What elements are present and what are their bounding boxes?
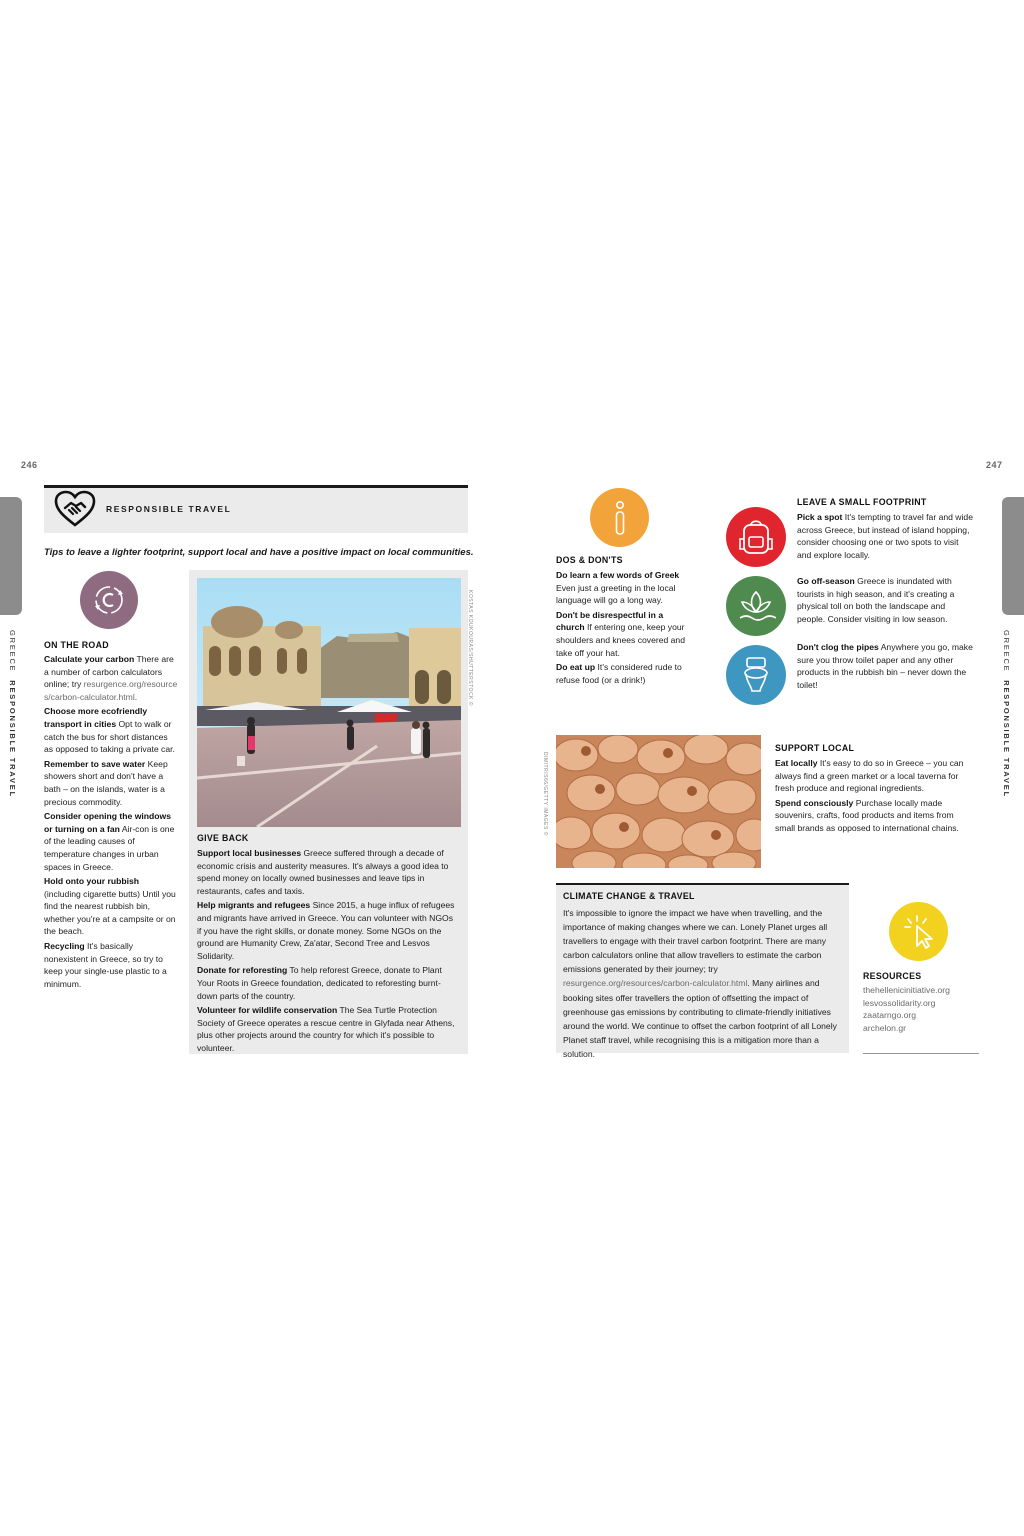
item-title: Donate for reforesting (197, 965, 288, 976)
item-title: Hold onto your rubbish (44, 876, 139, 887)
item-text: Keep showers short and don't have a bath – on the islands, water is a precious commodity. (44, 758, 168, 807)
item-title: Support local businesses (197, 848, 302, 858)
item-text: There are a number of carbon calculators online; try (44, 654, 174, 690)
item-title: Don't clog the pipes (797, 642, 879, 652)
item-text: Anywhere you go, make sure you throw toilet paper and any other products in the rubbish bin – never down the toilet! (797, 642, 973, 690)
climate-body: It's impossible to ignore the impact we have when travelling, and the importance of making changes where we can. Lonely Planet urges all travellers to engage with their travel carbon footprint. There are many carbon calculators online that allow travellers to estimate the carbon emissions generated by their journey; try (563, 908, 828, 975)
list-item (44, 875, 178, 938)
list-item (556, 569, 691, 607)
item-text: To help reforest Greece, donate to Plant Your Roots in Greece foundation, dedicated to reforesting burnt-down parts of the country. (197, 965, 442, 1001)
intro-text: Tips to leave a lighter footprint, support local and have a positive impact on local communities. (44, 547, 474, 558)
carbon-calculator-link[interactable]: resurgence.org/resources/carbon-calculator.html (563, 978, 748, 989)
carbon-calculator-link[interactable]: resurgence.org/resources/carbon-calculator.html (44, 679, 178, 702)
list-item (775, 757, 975, 795)
list-item (197, 964, 459, 1002)
item-title: Recycling (44, 941, 85, 952)
item-title: Spend consciously (775, 797, 854, 808)
item-text: It's tempting to travel far and wide across Greece, but instead of island hopping, consider choosing one or two spots to visit and explore locally. (797, 512, 973, 560)
item-text: Opt to walk or catch the bus for short distances as opposed to taking a private car. (44, 718, 175, 755)
item-text: Greece suffered through a decade of economic crisis and austerity measures. It's always a good idea to spend money on locally owned businesses and leave tips in restaurants, cafes and taxis. (197, 848, 449, 896)
footprint-item (797, 511, 975, 561)
item-title: Remember to save water (44, 758, 146, 769)
item-text: Purchase locally made souvenirs, crafts, food products and items from small brands as opposed to international chains. (775, 797, 959, 833)
list-item (197, 899, 459, 962)
item-text: Air-con is one of the leading causes of temperature changes in urban spaces in Greece. (44, 823, 175, 872)
footprint-item (797, 575, 975, 625)
side-tab-right (1002, 497, 1024, 615)
dos-donts-list (556, 569, 691, 688)
photo-credit: KOSTAS KOUKOURAS/SHUTTERSTOCK © (467, 590, 473, 706)
item-text: The Sea Turtle Protection Society of Greece operates a rescue centre in Glyfada near Athens, plus other projects around the country for which it's possible to volunteer. (197, 1005, 455, 1053)
item-text: Greece is inundated with tourists in high season, and it's creating a physical toll on both the landscape and people. Consider visiting in low season. (797, 576, 955, 624)
item-title: Calculate your carbon (44, 654, 135, 664)
side-country: GREECE (1002, 630, 1011, 673)
item-title: Pick a spot (797, 512, 843, 522)
item-text: It's considered rude to refuse food (or a drink!) (556, 662, 682, 685)
photo-credit: DIMITRIS66/GETTY IMAGES © (542, 752, 548, 836)
item-text: It's basically nonexistent in Greece, so try to keep your single-use plastic to a minimum. (44, 941, 167, 989)
athens-square-photo (197, 578, 461, 827)
support-local-list (775, 757, 975, 837)
item-title: Don't be disrespectful in a church (556, 609, 664, 633)
item-title: Do learn a few words of Greek (556, 570, 680, 580)
list-item (44, 810, 178, 873)
item-text: It's easy to do so in Greece – you can always find a green market or a local taverna for fresh produce and regional ingredients. (775, 758, 964, 794)
handshake-heart-icon (54, 490, 96, 528)
side-country: GREECE (8, 630, 17, 673)
list-item (556, 661, 691, 686)
divider (863, 1053, 979, 1054)
side-section: RESPONSIBLE TRAVEL (8, 680, 17, 798)
lotus-icon (726, 576, 786, 636)
item-title: Choose more ecofriendly transport in cities (44, 706, 148, 729)
item-text: Since 2015, a huge influx of refugees and migrants have arrived in Greece. You can volunteer with NGOs if you have the right skills, or donate money. Some NGOs on the ground are Humanity Crew, Za'atar, Second Tree and Lesvos Solidarity. (197, 900, 455, 961)
item-text: Even just a greeting in the local language will go a long way. (556, 582, 676, 606)
resources-list (863, 984, 983, 1034)
item-title: Help migrants and refugees (197, 900, 311, 911)
climate-text (563, 906, 845, 1061)
recycle-arrows-icon (80, 571, 138, 629)
side-label-left (8, 630, 17, 798)
item-text: . (134, 691, 138, 702)
list-item (44, 758, 178, 808)
page-title: RESPONSIBLE TRAVEL (106, 504, 232, 514)
resource-link[interactable]: thehellenicinitiative.org (863, 985, 950, 995)
give-back-list (197, 847, 459, 1057)
backpack-icon (726, 507, 786, 567)
side-tab-left (0, 497, 22, 615)
resource-link[interactable]: archelon.gr (863, 1022, 906, 1033)
item-title: Do eat up (556, 662, 596, 673)
item-text: (including cigarette butts) Until you find the nearest rubbish bin, whether you're at a campsite or on the beach. (44, 888, 176, 937)
item-text: If entering one, keep your shoulders and knees covered and take off your hat. (556, 622, 685, 658)
list-item (197, 847, 459, 897)
climate-heading: CLIMATE CHANGE & TRAVEL (563, 891, 695, 901)
resources-heading: RESOURCES (863, 971, 922, 981)
page-number-right: 247 (986, 460, 1003, 470)
list-item (556, 609, 691, 659)
item-title: Consider opening the windows or turning on a fan (44, 811, 171, 834)
toilet-icon (726, 645, 786, 705)
climate-body: . Many airlines and booking sites offer travellers the option of offsetting the impact of greenhouse gas emissions by contributing to climate-friendly initiatives around the world. We continue to offset the carbon footprint of all Lonely Planet staff travel, while recognising this is a mitigation more than a solution. (563, 978, 837, 1059)
side-label-right (1002, 630, 1011, 798)
cursor-click-icon (889, 902, 948, 961)
item-title: Eat locally (775, 758, 818, 768)
footprint-heading: LEAVE A SMALL FOOTPRINT (797, 497, 927, 507)
info-icon (590, 488, 649, 547)
clay-pots-photo (556, 735, 761, 868)
dos-donts-heading: DOS & DON'TS (556, 555, 623, 565)
resource-link[interactable]: lesvossolidarity.org (863, 997, 936, 1008)
item-title: Go off-season (797, 576, 855, 586)
on-the-road-list (44, 653, 178, 992)
list-item (44, 653, 178, 703)
footprint-item (797, 641, 975, 691)
list-item (44, 705, 178, 755)
list-item (775, 797, 975, 835)
item-title: Volunteer for wildlife conservation (197, 1005, 338, 1016)
resource-link[interactable]: zaatarngo.org (863, 1010, 917, 1021)
support-local-heading: SUPPORT LOCAL (775, 743, 855, 753)
give-back-heading: GIVE BACK (197, 833, 249, 843)
list-item (197, 1004, 459, 1054)
side-section: RESPONSIBLE TRAVEL (1002, 680, 1011, 798)
page-number-left: 246 (21, 460, 38, 470)
list-item (44, 940, 178, 990)
on-the-road-heading: ON THE ROAD (44, 640, 109, 650)
